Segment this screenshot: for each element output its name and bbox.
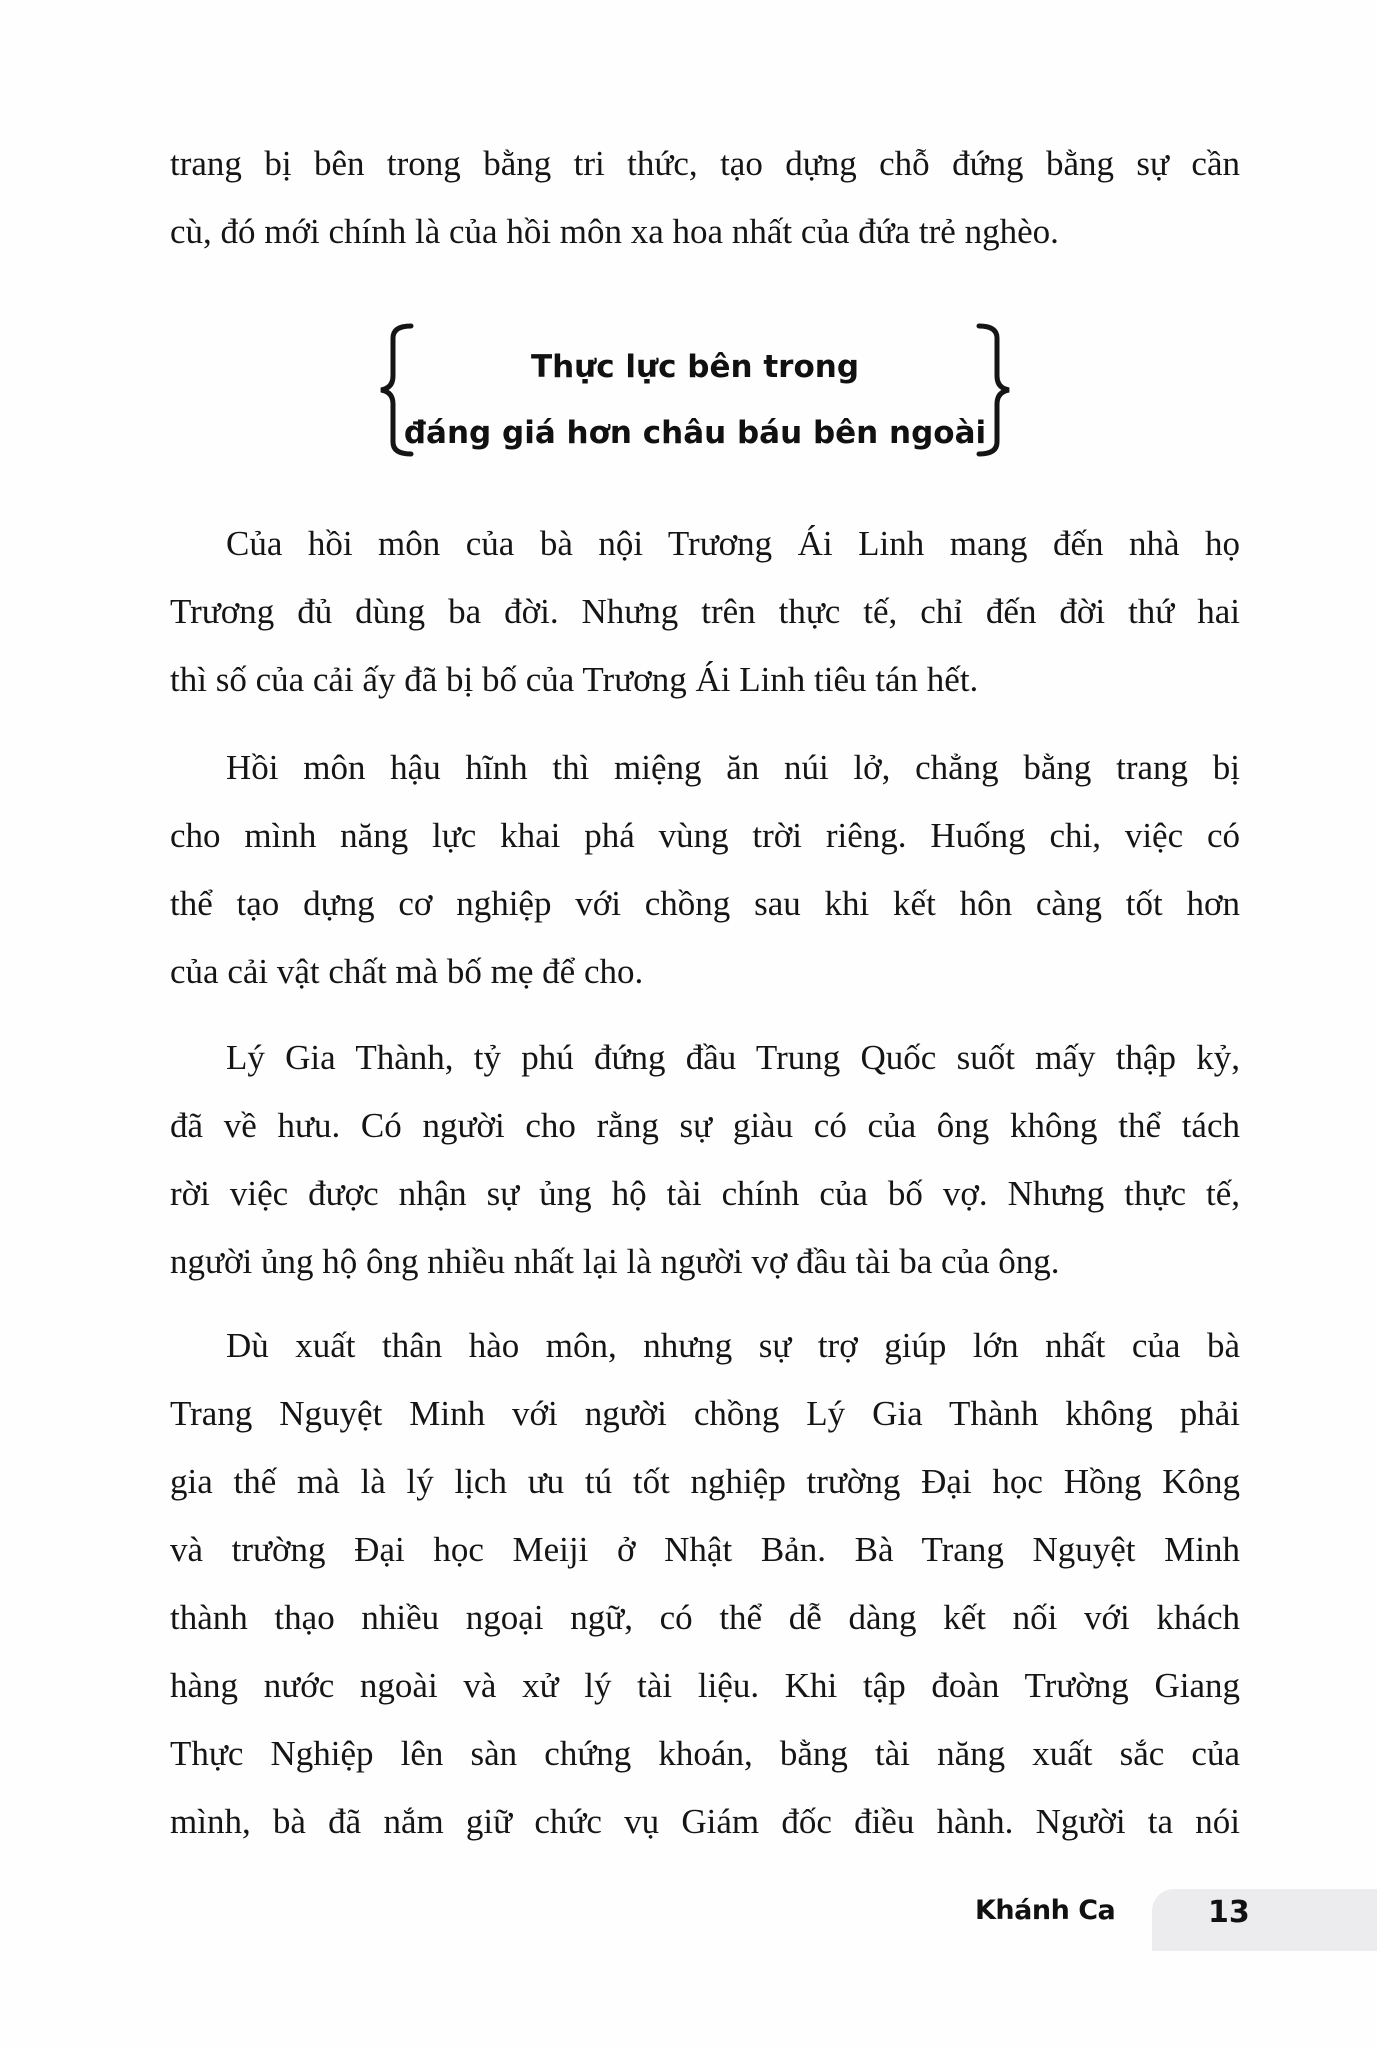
page-number-tab — [1152, 1889, 1377, 1951]
page-number: 13 — [1208, 1895, 1250, 1930]
pull-quote-line-2: đáng giá hơn châu báu bên ngoài — [403, 415, 987, 451]
text-line: đã về hưu. Có người cho rằng sự giàu có của ông không thể tách — [170, 1106, 1240, 1145]
text-line: Của hồi môn của bà nội Trương Ái Linh mang đến nhà họ — [226, 524, 1240, 563]
text-line: mình, bà đã nắm giữ chức vụ Giám đốc điều hành. Người ta nói — [170, 1802, 1240, 1841]
pull-quote-text — [375, 334, 1015, 466]
paragraph — [170, 734, 1240, 1006]
text-line: người ủng hộ ông nhiều nhất lại là người vợ đầu tài ba của ông. — [170, 1242, 1060, 1281]
paragraph — [170, 1312, 1240, 1856]
paragraph — [170, 510, 1240, 714]
paragraph — [170, 1024, 1240, 1296]
text-line: Hồi môn hậu hĩnh thì miệng ăn núi lở, chẳng bằng trang bị — [226, 748, 1240, 787]
text-line: hàng nước ngoài và xử lý tài liệu. Khi tập đoàn Trường Giang — [170, 1666, 1240, 1705]
text-line: thành thạo nhiều ngoại ngữ, có thể dễ dàng kết nối với khách — [170, 1598, 1240, 1637]
text-line: thể tạo dựng cơ nghiệp với chồng sau khi kết hôn càng tốt hơn — [170, 884, 1240, 923]
text-line: thì số của cải ấy đã bị bố của Trương Ái Linh tiêu tán hết. — [170, 660, 979, 699]
text-line: cù, đó mới chính là của hồi môn xa hoa nhất của đứa trẻ nghèo. — [170, 212, 1059, 251]
text-line: Thực Nghiệp lên sàn chứng khoán, bằng tài năng xuất sắc của — [170, 1734, 1240, 1773]
text-line: cho mình năng lực khai phá vùng trời riêng. Huống chi, việc có — [170, 816, 1240, 855]
pull-quote — [375, 320, 1015, 460]
text-line: Lý Gia Thành, tỷ phú đứng đầu Trung Quốc suốt mấy thập kỷ, — [226, 1038, 1240, 1077]
pull-quote-line-1: Thực lực bên trong — [530, 349, 860, 385]
opening-text — [170, 130, 1240, 266]
text-line: Trương đủ dùng ba đời. Nhưng trên thực tế, chỉ đến đời thứ hai — [170, 592, 1240, 631]
text-line: trang bị bên trong bằng tri thức, tạo dựng chỗ đứng bằng sự cần — [170, 144, 1240, 183]
right-brace-icon — [975, 320, 1015, 460]
text-line: rời việc được nhận sự ủng hộ tài chính của bố vợ. Nhưng thực tế, — [170, 1174, 1240, 1213]
text-line: Dù xuất thân hào môn, nhưng sự trợ giúp lớn nhất của bà — [226, 1326, 1240, 1365]
text-line: của cải vật chất mà bố mẹ để cho. — [170, 952, 644, 991]
text-line: và trường Đại học Meiji ở Nhật Bản. Bà Trang Nguyệt Minh — [170, 1530, 1240, 1569]
text-line: gia thế mà là lý lịch ưu tú tốt nghiệp trường Đại học Hồng Kông — [170, 1462, 1240, 1501]
text-line: Trang Nguyệt Minh với người chồng Lý Gia Thành không phải — [170, 1394, 1240, 1433]
running-footer-author: Khánh Ca — [975, 1895, 1116, 1926]
